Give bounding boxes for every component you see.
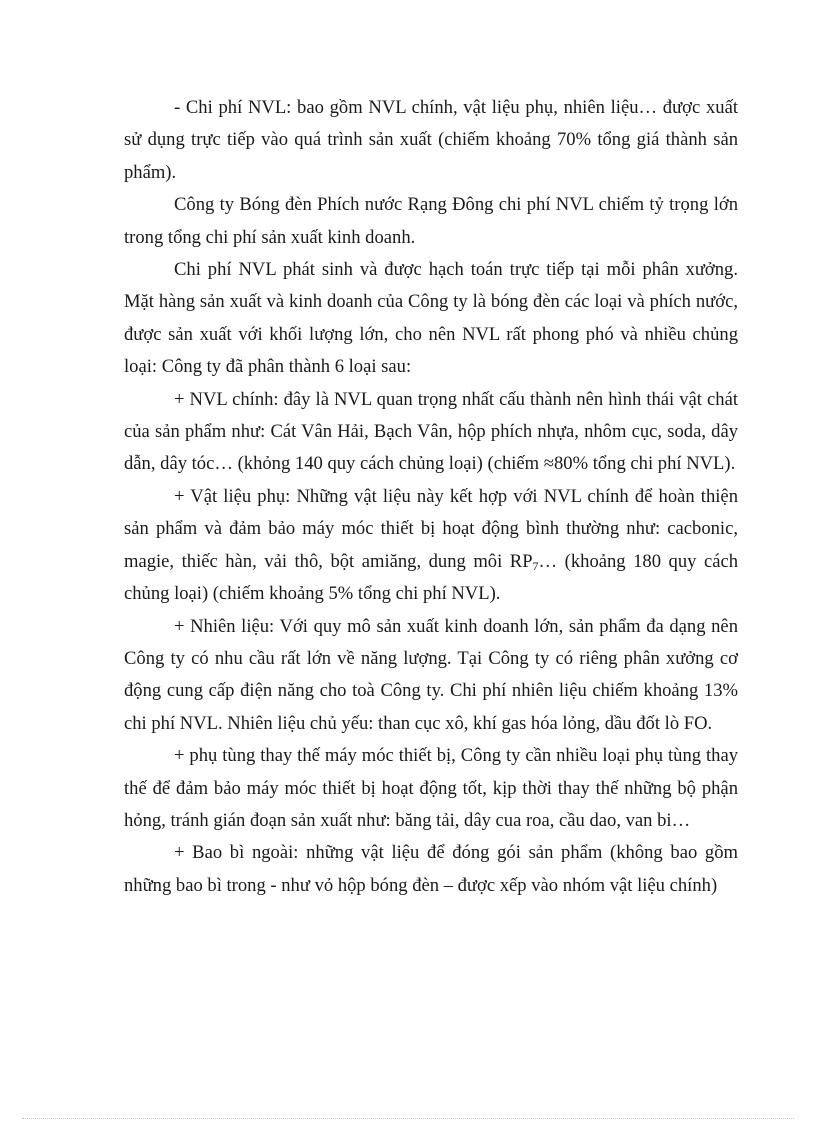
paragraph-packaging: + Bao bì ngoài: những vật liệu để đóng gói sản phẩm (không bao gồm những bao bì trong - như vỏ hộp bóng đèn – được xếp vào nhóm vật liệu chính)	[124, 842, 738, 896]
document-body	[124, 92, 738, 902]
paragraph-fuel: + Nhiên liệu: Với quy mô sản xuất kinh doanh lớn, sản phẩm đa dạng nên Công ty có nhu cầu rất lớn về năng lượng. Tại Công ty có riêng phân xưởng cơ động cung cấp điện năng cho toà Công ty. Chi phí nhiên liệu chiếm khoảng 13% chi phí NVL. Nhiên liệu chủ yếu: than cục xô, khí gas hóa lỏng, dầu đốt lò FO.	[124, 615, 738, 734]
rp-subscript: 7	[532, 558, 539, 573]
paragraph-company-nvl-share: Công ty Bóng đèn Phích nước Rạng Đông chi phí NVL chiếm tỷ trọng lớn trong tổng chi phí sản xuất kinh doanh.	[124, 194, 738, 248]
paragraph-auxiliary-materials	[124, 481, 738, 611]
paragraph-nvl-classification: Chi phí NVL phát sinh và được hạch toán trực tiếp tại mỗi phân xưởng. Mặt hàng sản xuất và kinh doanh của Công ty là bóng đèn các loại và phích nước, được sản xuất với khối lượng lớn, cho nên NVL rất phong phó và nhiều chủng loại: Công ty đã phân thành 6 loại sau:	[124, 259, 738, 378]
paragraph-main-materials: + NVL chính: đây là NVL quan trọng nhất cấu thành nên hình thái vật chát của sản phẩm như: Cát Vân Hải, Bạch Vân, hộp phích nhựa, nhôm cục, soda, dây dẫn, dây tóc… (khỏng 140 quy cách chủng loại) (chiếm ≈80% tổng chi phí NVL).	[124, 388, 738, 475]
paragraph-spare-parts: + phụ tùng thay thế máy móc thiết bị, Công ty cần nhiều loại phụ tùng thay thế để đảm bảo máy móc thiết bị hoạt động tốt, kịp thời thay thế những bộ phận hỏng, tránh gián đoạn sản xuất như: băng tải, dây cua roa, cầu dao, van bi…	[124, 745, 738, 831]
paragraph-nvl-cost: - Chi phí NVL: bao gồm NVL chính, vật liệu phụ, nhiên liệu… được xuất sử dụng trực tiếp vào quá trình sản xuất (chiếm khoảng 70% tổng giá thành sản phẩm).	[124, 97, 738, 183]
auxiliary-materials-text: + Vật liệu phụ: Những vật liệu này kết hợp với NVL chính để hoàn thiện sản phẩm và đảm bảo máy móc thiết bị hoạt động bình thường như: cacbonic, magie, thiếc hàn, vải thô, bột amiăng, dung môi RP	[124, 485, 738, 572]
auxiliary-materials-text-end: … (khoảng 180 quy cách chủng loại) (chiếm khoảng 5% tổng chi phí NVL).	[124, 550, 738, 605]
page-bottom-divider	[22, 1118, 794, 1119]
